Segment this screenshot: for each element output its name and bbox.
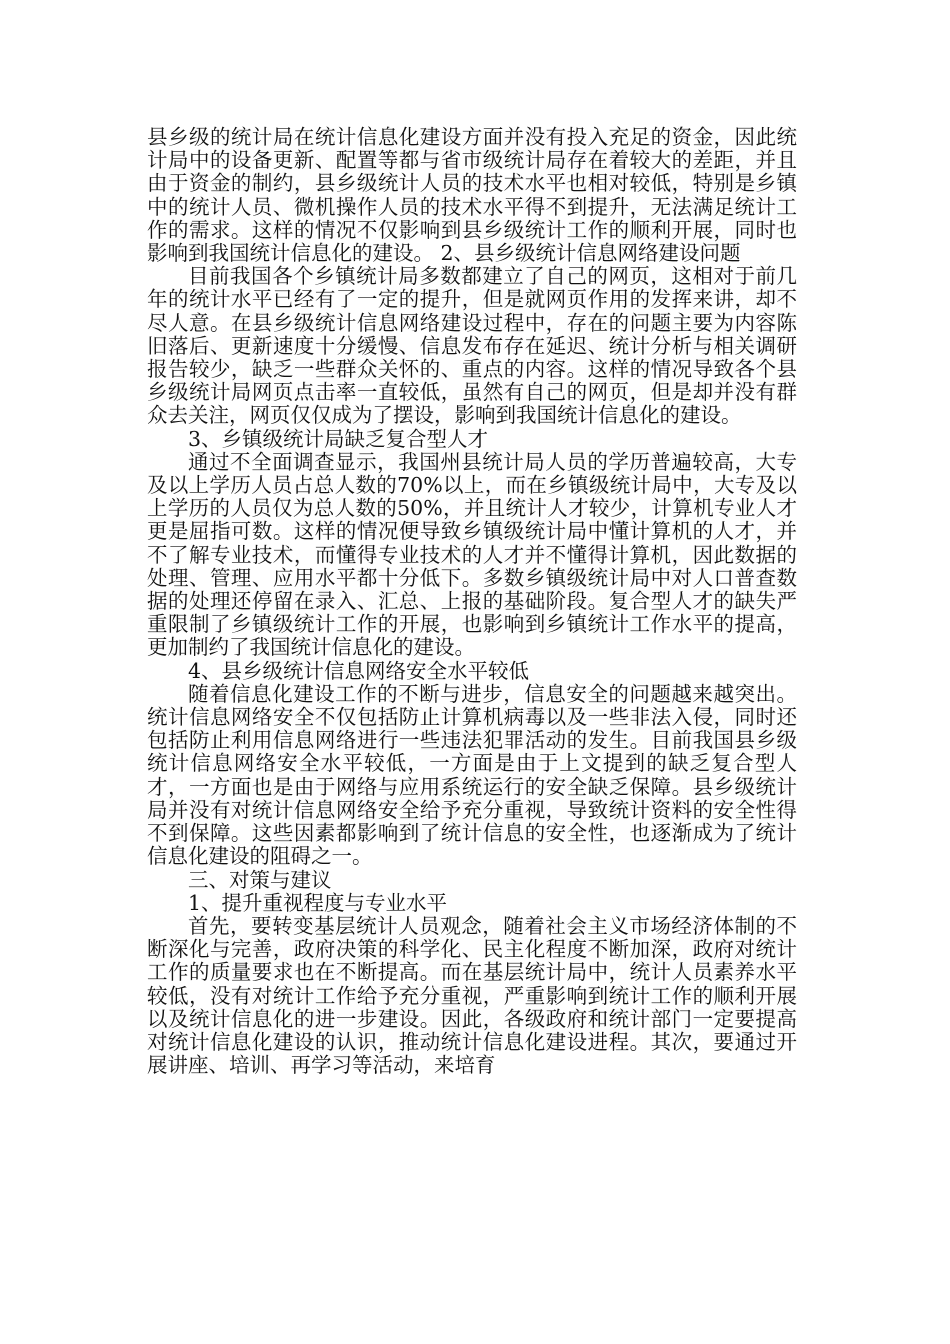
section-heading-countermeasures: 三、对策与建议 bbox=[188, 867, 332, 892]
heading-4-network-security: 4、县乡级统计信息网络安全水平较低 bbox=[188, 658, 530, 683]
document-body bbox=[147, 126, 797, 1077]
paragraph-talent-shortage: 通过不全面调查显示，我国州县统计局人员的学历普遍较高，大专及以上学历人员占总人数的70%以上，而在乡镇级统计局中，大专及以上学历的人员仅为总人数的50%，并且统计人才较少，计算机专业人才更是屈指可数。这样的情况便导致乡镇级统计局中懂计算机的人才，并不了解专业技术，而懂得专业技术的人才并不懂得计算机，因此数据的处理、管理、应用水平都十分低下。多数乡镇级统计局中对人口普查数据的处理还停留在录入、汇总、上报的基础阶段。复合型人才的缺失严重限制了乡镇级统计工作的开展，也影响到乡镇统计工作水平的提高，更加制约了我国统计信息化的建设。 bbox=[147, 449, 797, 660]
heading-3-talent-shortage: 3、乡镇级统计局缺乏复合型人才 bbox=[188, 426, 489, 451]
heading-1-improve-attention: 1、提升重视程度与专业水平 bbox=[188, 890, 448, 915]
paragraph-intro-and-heading-2: 县乡级的统计局在统计信息化建设方面并没有投入充足的资金，因此统计局中的设备更新、配置等都与省市级统计局存在着较大的差距，并且由于资金的制约，县乡级统计人员的技术水平也相对较低，特别是乡镇中的统计人员、微机操作人员的技术水平得不到提升，无法满足统计工作的需求。这样的情况不仅影响到县乡级统计工作的顺利开展，同时也影响到我国统计信息化的建设。 2、县乡级统计信息网络建设问题 bbox=[147, 125, 797, 266]
paragraph-improve-attention: 首先，要转变基层统计人员观念，随着社会主义市场经济体制的不断深化与完善，政府决策的科学化、民主化程度不断加深，政府对统计工作的质量要求也在不断提高。而在基层统计局中，统计人员素养水平较低，没有对统计工作给予充分重视，严重影响到统计工作的顺利开展以及统计信息化的进一步建设。因此，各级政府和统计部门一定要提高对统计信息化建设的认识，推动统计信息化建设进程。其次，要通过开展讲座、培训、再学习等活动，来培育 bbox=[147, 913, 797, 1078]
paragraph-network-construction: 目前我国各个乡镇统计局多数都建立了自己的网页，这相对于前几年的统计水平已经有了一定的提升，但是就网页作用的发挥来讲，却不尽人意。在县乡级统计信息网络建设过程中，存在的问题主要为内容陈旧落后、更新速度十分缓慢、信息发布存在延迟、统计分析与相关调研报告较少，缺乏一些群众关怀的、重点的内容。这样的情况导致各个县乡级统计局网页点击率一直较低，虽然有自己的网页，但是却并没有群众去关注，网页仅仅成为了摆设，影响到我国统计信息化的建设。 bbox=[147, 264, 797, 428]
paragraph-network-security: 随着信息化建设工作的不断与进步，信息安全的问题越来越突出。统计信息网络安全不仅包括防止计算机病毒以及一些非法入侵，同时还包括防止利用信息网络进行一些违法犯罪活动的发生。目前我国县乡级统计信息网络安全水平较低，一方面是由于上文提到的缺乏复合型人才，一方面也是由于网络与应用系统运行的安全缺乏保障。县乡级统计局并没有对统计信息网络安全给予充分重视，导致统计资料的安全性得不到保障。这些因素都影响到了统计信息的安全性，也逐渐成为了统计信息化建设的阻碍之一。 bbox=[147, 681, 797, 869]
